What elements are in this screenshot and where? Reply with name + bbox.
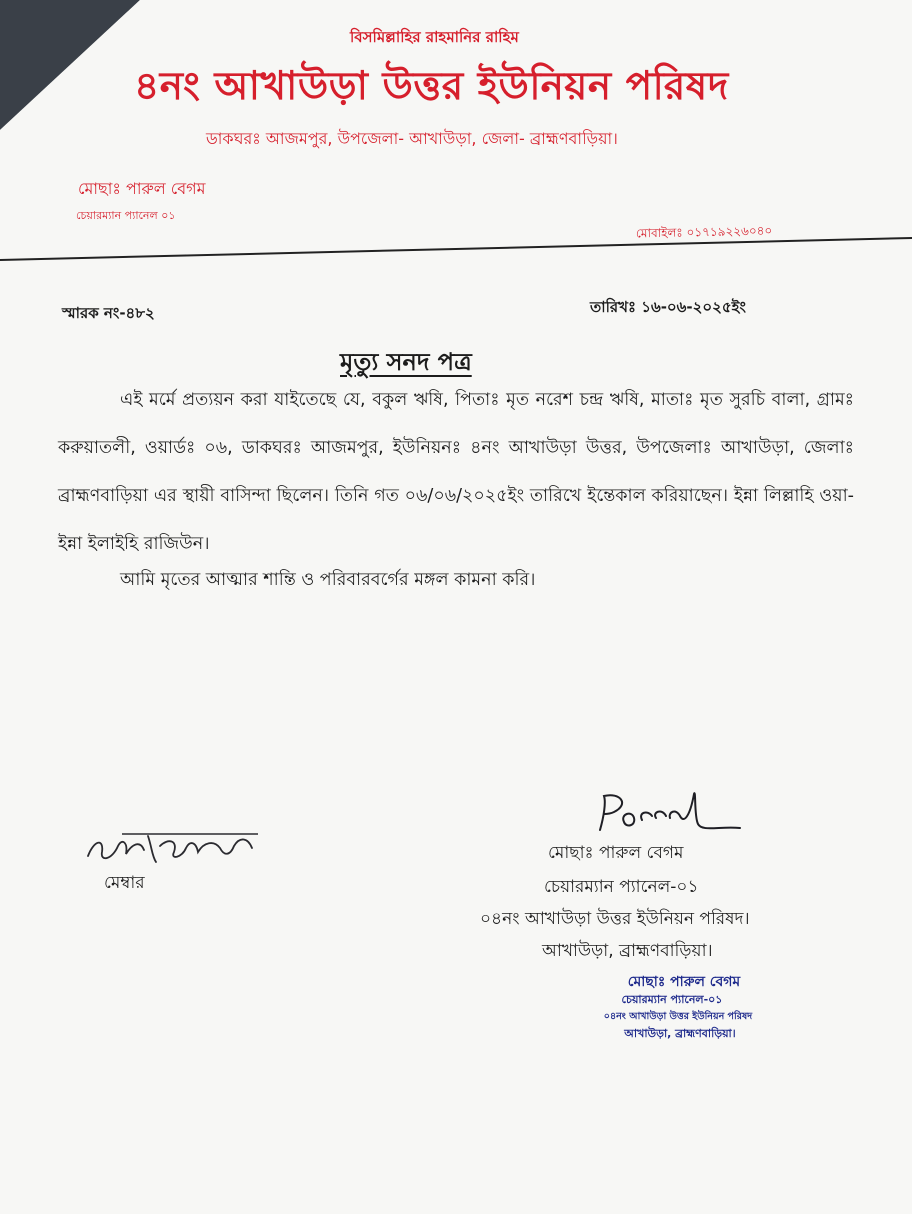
chairman-name: মোছাঃ পারুল বেগম: [548, 843, 684, 863]
chairman-name-header: মোছাঃ পারুল বেগম: [78, 179, 206, 198]
issue-date: তারিখঃ ১৬-০৬-২০২৫ইং: [590, 298, 746, 316]
header-divider: [0, 232, 912, 264]
chairman-title-header: চেয়ারম্যান প্যানেল ০১: [76, 209, 176, 222]
stamp-title: চেয়ারম্যান প্যানেল-০১: [621, 993, 723, 1006]
chairman-signature-scribble: [590, 786, 750, 846]
stamp-council: ০৪নং আখাউড়া উত্তর ইউনিয়ন পরিষদ: [603, 1011, 753, 1022]
official-seal-stamp: [562, 974, 782, 1042]
closing-line: আমি মৃতের আত্মার শান্তি ও পরিবারবর্গের মঙ্গল কামনা করি।: [120, 570, 536, 590]
member-label: মেম্বার: [104, 873, 145, 893]
chairman-council: ০৪নং আখাউড়া উত্তর ইউনিয়ন পরিষদ।: [480, 909, 750, 929]
stamp-name: মোছাঃ পারুল বেগম: [627, 974, 741, 990]
memo-number: স্মারক নং-৪৮২: [62, 304, 155, 322]
bismillah-heading: বিসমিল্লাহির রাহমানির রাহিম: [350, 28, 519, 46]
mobile-number: মোবাইলঃ ০১৭১৯২২৬০৪০: [635, 223, 773, 241]
certificate-body: এই মর্মে প্রত্যয়ন করা যাইতেছে যে, বকুল ঋষি, পিতাঃ মৃত নরেশ চন্দ্র ঋষি, মাতাঃ মৃত সুরচি বালা, গ্রামঃ করুয়াতলী, ওয়ার্ডঃ ০৬, ডাকঘরঃ আজমপুর, ইউনিয়নঃ ৪নং আখাউড়া উত্তর, উপজেলাঃ আখাউড়া, জেলাঃ ব্রাহ্মণবাড়িয়া এর স্থায়ী বাসিন্দা ছিলেন। তিনি গত ০৬/০৬/২০২৫ইং তারিখে ইন্তেকাল করিয়াছেন। ইন্না লিল্লাহি ওয়া- ইন্না ইলাইহি রাজিউন।: [58, 390, 854, 554]
council-name: ৪নং আখাউড়া উত্তর ইউনিয়ন পরিষদ: [134, 64, 729, 109]
chairman-title: চেয়ারম্যান প্যানেল-০১: [544, 877, 699, 897]
stamp-location: আখাউড়া, ব্রাহ্মণবাড়িয়া।: [624, 1027, 736, 1040]
member-signature-scribble: [82, 826, 262, 874]
council-address: ডাকঘরঃ আজমপুর, উপজেলা- আখাউড়া, জেলা- ব্রাহ্মণবাড়িয়া।: [206, 129, 618, 148]
certificate-title: মৃত্যু সনদ পত্র: [340, 348, 472, 376]
chairman-location: আখাউড়া, ব্রাহ্মণবাড়িয়া।: [542, 941, 713, 961]
